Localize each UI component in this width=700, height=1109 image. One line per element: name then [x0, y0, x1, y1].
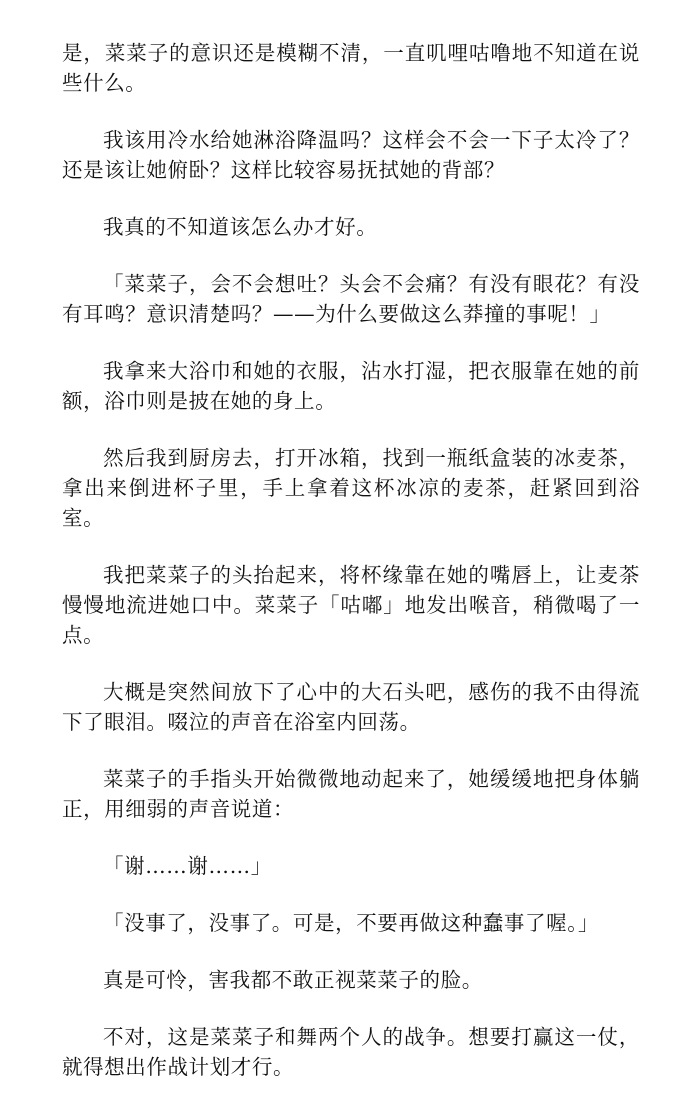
paragraph: 真是可怜，害我都不敢正视菜菜子的脸。: [103, 968, 483, 992]
dialogue-paragraph: 「谢……谢……」: [103, 854, 272, 878]
dialogue-paragraph: 「没事了，没事了。可是，不要再做这种蠢事了喔。」: [103, 911, 600, 935]
paragraph: 大概是突然间放下了心中的大石头吧，感伤的我不由得流下了眼泪。啜泣的声音在浴室内回荡。: [62, 680, 640, 734]
paragraph: 我该用冷水给她淋浴降温吗？这样会不会一下子太冷了？还是该让她俯卧？这样比较容易抚拭她的背部？: [62, 128, 640, 182]
paragraph: 然后我到厨房去，打开冰箱，找到一瓶纸盒装的冰麦茶，拿出来倒进杯子里，手上拿着这杯冰凉的麦茶，赶紧回到浴室。: [62, 446, 640, 530]
dialogue-paragraph: 「菜菜子，会不会想吐？头会不会痛？有没有眼花？有没有耳鸣？意识清楚吗？——为什么要做这么莽撞的事呢！」: [62, 272, 640, 326]
paragraph: 我拿来大浴巾和她的衣服，沾水打湿，把衣服靠在她的前额，浴巾则是披在她的身上。: [62, 359, 640, 413]
paragraph-continued: 是，菜菜子的意识还是模糊不清，一直叽哩咕噜地不知道在说些什么。: [62, 41, 640, 95]
paragraph: 我把菜菜子的头抬起来，将杯缘靠在她的嘴唇上，让麦茶慢慢地流进她口中。菜菜子「咕嘟」地发出喉音，稍微喝了一点。: [62, 563, 640, 647]
paragraph: 我真的不知道该怎么办才好。: [103, 215, 378, 239]
book-page: [62, 38, 640, 1109]
paragraph: 不对，这是菜菜子和舞两个人的战争。想要打赢这一仗，就得想出作战计划才行。: [62, 1025, 640, 1079]
paragraph: 菜菜子的手指头开始微微地动起来了，她缓缓地把身体躺正，用细弱的声音说道：: [62, 767, 640, 821]
